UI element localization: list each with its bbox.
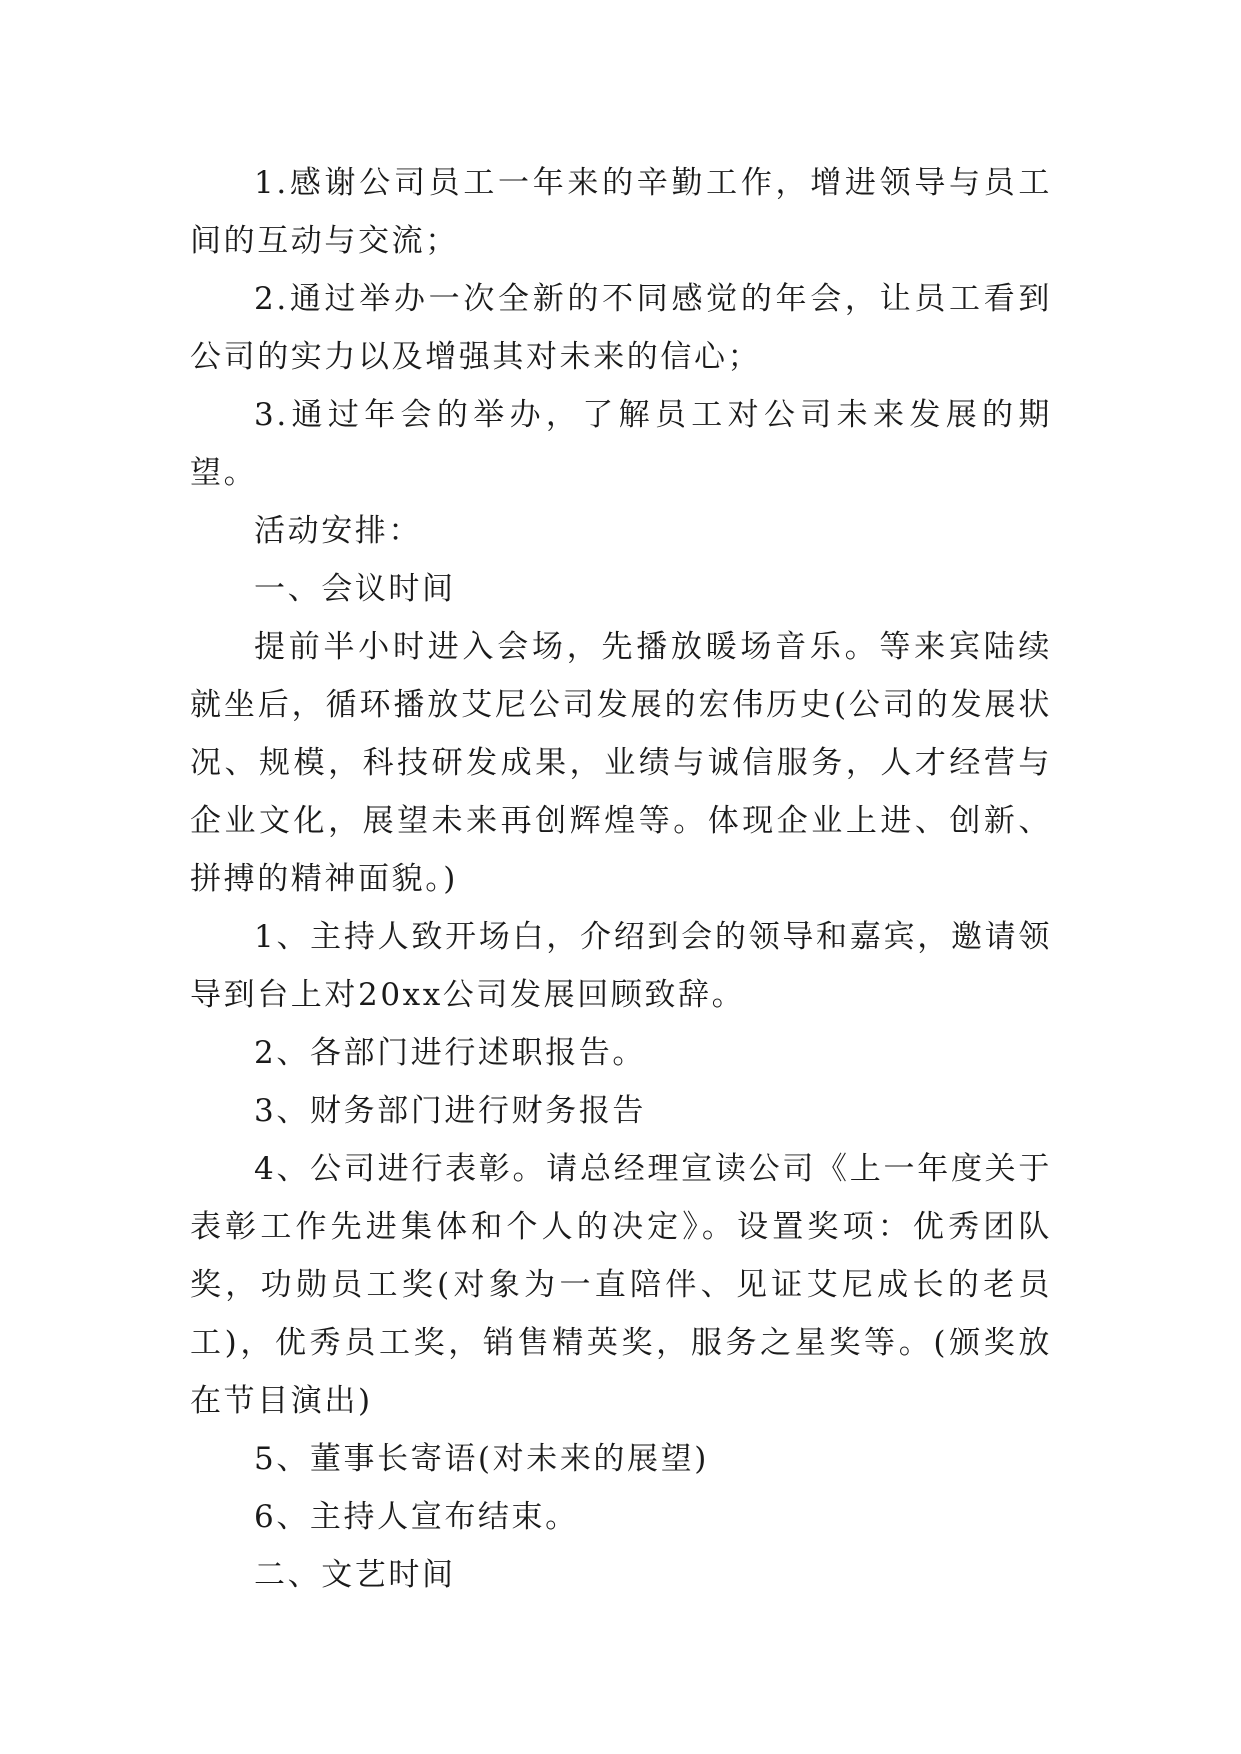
section-heading-meeting: 一、会议时间 <box>254 571 456 607</box>
document-body <box>190 154 1052 1604</box>
activity-heading: 活动安排： <box>254 513 422 549</box>
section-heading-arts: 二、文艺时间 <box>254 1557 456 1593</box>
meeting-item-2: 2、各部门进行述职报告。 <box>254 1035 646 1071</box>
meeting-item-4: 4、公司进行表彰。请总经理宣读公司《上一年度关于表彰工作先进集体和个人的决定》。设置奖项：优秀团队奖，功勋员工奖(对象为一直陪伴、见证艾尼成长的老员工)，优秀员工奖，销售精英奖，服务之星奖等。(颁奖放在节目演出) <box>190 1151 1052 1419</box>
meeting-item-3: 3、财务部门进行财务报告 <box>254 1093 646 1129</box>
meeting-intro-paragraph: 提前半小时进入会场，先播放暖场音乐。等来宾陆续就坐后，循环播放艾尼公司发展的宏伟历史(公司的发展状况、规模，科技研发成果，业绩与诚信服务，人才经营与企业文化，展望未来再创辉煌等。体现企业上进、创新、拼搏的精神面貌。) <box>190 629 1052 897</box>
meeting-item-5: 5、董事长寄语(对未来的展望) <box>254 1441 709 1477</box>
goal-paragraph-3: 3.通过年会的举办，了解员工对公司未来发展的期望。 <box>190 397 1052 491</box>
meeting-item-6: 6、主持人宣布结束。 <box>254 1499 579 1535</box>
meeting-item-1: 1、主持人致开场白，介绍到会的领导和嘉宾，邀请领导到台上对20xx公司发展回顾致辞。 <box>190 919 1052 1013</box>
goal-paragraph-1: 1.感谢公司员工一年来的辛勤工作，增进领导与员工间的互动与交流； <box>190 165 1052 259</box>
goal-paragraph-2: 2.通过举办一次全新的不同感觉的年会，让员工看到公司的实力以及增强其对未来的信心； <box>190 281 1052 375</box>
